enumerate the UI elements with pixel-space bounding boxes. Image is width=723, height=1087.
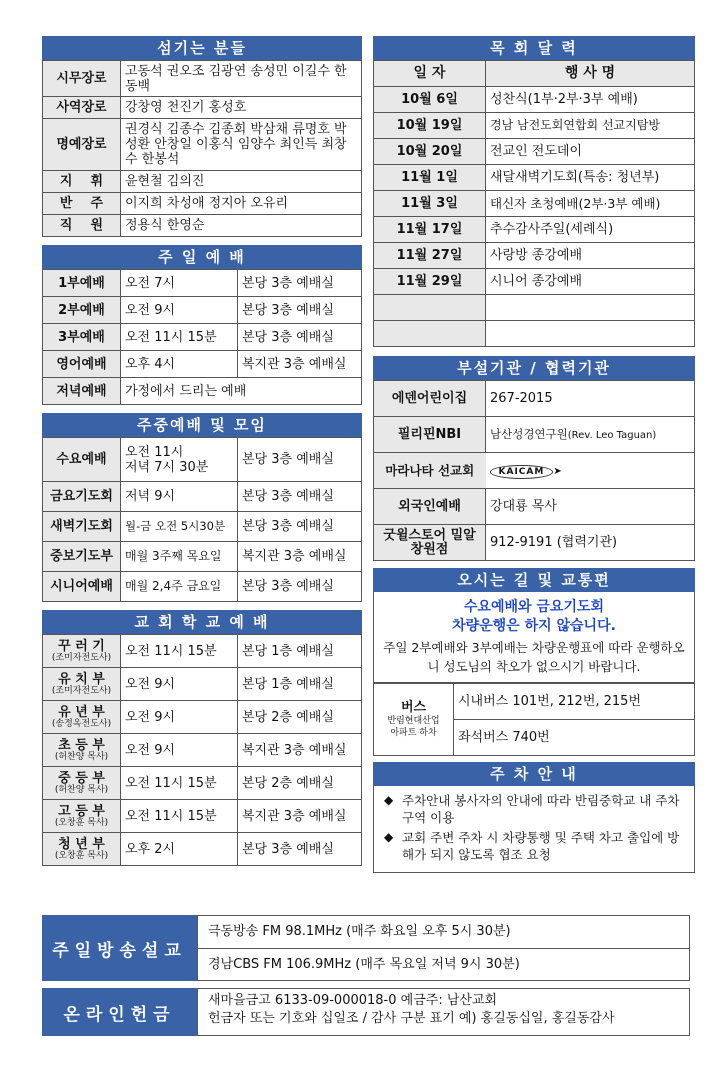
staff-table <box>42 60 362 237</box>
staff-value: 강창영 천진기 홍성호 <box>121 97 362 119</box>
table-row <box>43 324 362 351</box>
service-place: 본당 2층 예배실 <box>238 767 362 800</box>
event-name: 전교인 전도데이 <box>486 139 695 165</box>
table-row <box>374 269 695 295</box>
event-name: 새달새벽기도회(특송: 청년부) <box>486 165 695 191</box>
staff-value: 고동석 권오조 김광연 송성민 이길수 한동백 <box>121 61 362 97</box>
offering-banner <box>42 988 690 1036</box>
table-row <box>374 191 695 217</box>
table-row <box>43 701 362 734</box>
event-name: 경남 남전도회연합회 선교지탐방 <box>486 113 695 139</box>
bus-stop-2: 아파트 하차 <box>390 728 437 738</box>
table-row <box>374 295 695 321</box>
institution-value: 남산성경연구원 <box>490 426 568 441</box>
school-label: 유 치 부 <box>58 671 105 687</box>
staff-header: 섬기는 분들 <box>42 36 362 60</box>
date-column-header: 일 자 <box>374 61 486 87</box>
table-row <box>374 321 695 347</box>
table-row <box>43 512 362 542</box>
service-label: 저녁예배 <box>43 378 121 405</box>
event-date: 10월 19일 <box>374 113 486 139</box>
service-time: 오전 11시 15분 <box>121 635 238 668</box>
service-time: 매월 2,4주 금요일 <box>121 572 238 602</box>
event-name: 사랑방 종강예배 <box>486 243 695 269</box>
service-place: 본당 3층 예배실 <box>238 482 362 512</box>
staff-value: 윤현철 김의진 <box>121 171 362 193</box>
notice-line-2: 차량운행은 하지 않습니다. <box>452 618 616 634</box>
offering-cells <box>197 988 690 1036</box>
table-row <box>43 215 362 237</box>
bus-route-1: 시내버스 101번, 212번, 215번 <box>454 684 695 720</box>
service-label: 새벽기도회 <box>43 512 121 542</box>
bus-stop-1: 반림현대산업 <box>387 716 440 726</box>
offering-line-1: 새마을금고 6133-09-000018-0 예금주: 남산교회 <box>208 993 498 1008</box>
event-name: 추수감사주일(세례식) <box>486 217 695 243</box>
service-place: 본당 2층 예배실 <box>238 701 362 734</box>
bus-label-cell <box>374 684 454 756</box>
school-teacher: (오창훈 목사) <box>54 850 109 861</box>
table-row <box>374 525 695 561</box>
event-column-header: 행 사 명 <box>486 61 695 87</box>
institution-value: 강대룡 목사 <box>486 489 695 525</box>
service-place: 본당 3층 예배실 <box>238 270 362 297</box>
staff-value: 권경식 김종수 김종회 박삼채 류명호 박성환 안창일 이홍식 임양수 최인득 최창수 한봉석 <box>121 119 362 171</box>
service-time: 가정에서 드리는 예배 <box>121 378 362 405</box>
institution-note: (Rev. Leo Taguan) <box>567 429 657 441</box>
service-place: 본당 3층 예배실 <box>238 297 362 324</box>
notice-line-1: 수요예배와 금요기도회 <box>463 599 605 615</box>
staff-label: 지 휘 <box>43 171 121 193</box>
event-name: 시니어 종강예배 <box>486 269 695 295</box>
school-teacher: (조미자전도사) <box>51 685 112 696</box>
service-time: 오후 2시 <box>121 833 238 866</box>
table-row <box>43 635 362 668</box>
institution-name: 굿윌스토어 밀알창원점 <box>374 525 486 561</box>
table-row <box>43 800 362 833</box>
service-label: 1부예배 <box>43 270 121 297</box>
service-place: 본당 3층 예배실 <box>238 324 362 351</box>
event-name <box>486 321 695 347</box>
table-row <box>43 193 362 215</box>
institution-name: 마라나타 선교회 <box>374 453 486 489</box>
sunday-header: 주 일 예 배 <box>42 245 362 269</box>
service-place: 복지관 3층 예배실 <box>238 734 362 767</box>
table-row <box>43 351 362 378</box>
service-place: 복지관 3층 예배실 <box>238 800 362 833</box>
event-name: 태신자 초청예배(2부·3부 예배) <box>486 191 695 217</box>
service-time: 오전 9시 <box>121 297 238 324</box>
school-teacher: (허찬양 목사) <box>54 784 109 795</box>
left-column <box>42 36 362 866</box>
bus-table <box>373 683 695 756</box>
parking-item: ◆ 교회 주변 주차 시 차량통행 및 주택 차고 출입에 방해가 되지 않도록 협조 요청 <box>384 829 684 863</box>
event-date: 11월 27일 <box>374 243 486 269</box>
event-name: 성찬식(1부·2부·3부 예배) <box>486 87 695 113</box>
school-label: 꾸 러 기 <box>58 638 105 654</box>
institution-value: 912-9191 (협력기관) <box>486 525 695 561</box>
table-row <box>374 165 695 191</box>
event-date <box>374 321 486 347</box>
school-label: 유 년 부 <box>58 704 105 720</box>
school-label: 청 년 부 <box>58 836 105 852</box>
table-row <box>374 684 695 720</box>
table-row <box>374 489 695 525</box>
table-row <box>43 171 362 193</box>
table-row <box>43 668 362 701</box>
table-row <box>374 417 695 453</box>
table-row <box>43 482 362 512</box>
service-place: 복지관 3층 예배실 <box>238 351 362 378</box>
table-row <box>374 87 695 113</box>
notice-text: 주일 2부예배와 3부예배는 차량운행표에 따라 운행하오니 성도님의 착오가 없으시기 바랍니다. <box>383 640 685 674</box>
table-row <box>43 297 362 324</box>
school-label: 중 등 부 <box>58 770 105 786</box>
bus-label: 버스 <box>400 700 427 715</box>
service-place: 본당 3층 예배실 <box>238 572 362 602</box>
staff-label: 시무장로 <box>43 61 121 97</box>
calendar-table <box>373 60 695 347</box>
weekday-header: 주중예배 및 모임 <box>42 413 362 437</box>
table-row <box>374 113 695 139</box>
event-date: 11월 3일 <box>374 191 486 217</box>
table-row <box>43 97 362 119</box>
offering-line-2: 헌금자 또는 기호와 십일조 / 감사 구분 표기 예) 홍길동십일, 홍길동감사 <box>208 1011 615 1026</box>
service-place: 본당 3층 예배실 <box>238 833 362 866</box>
school-table <box>42 634 362 866</box>
table-row <box>43 61 362 97</box>
table-row <box>374 453 695 489</box>
table-row <box>43 270 362 297</box>
service-time: 오후 4시 <box>121 351 238 378</box>
table-row <box>43 572 362 602</box>
school-label: 초 등 부 <box>58 737 105 753</box>
service-time: 오전 7시 <box>121 270 238 297</box>
service-label: 2부예배 <box>43 297 121 324</box>
right-column <box>373 36 695 873</box>
table-row <box>374 243 695 269</box>
service-place: 본당 3층 예배실 <box>238 438 362 482</box>
sunday-table <box>42 269 362 405</box>
service-time: 오전 9시 <box>121 668 238 701</box>
staff-label: 명예장로 <box>43 119 121 171</box>
parking-header: 주 차 안 내 <box>373 762 695 786</box>
service-time: 오전 11시 <box>125 444 184 460</box>
service-place: 본당 3층 예배실 <box>238 512 362 542</box>
table-row <box>43 438 362 482</box>
service-place: 복지관 3층 예배실 <box>238 542 362 572</box>
service-time: 월-금 오전 5시30분 <box>121 512 238 542</box>
directions-notice <box>373 592 695 683</box>
school-label: 고 등 부 <box>58 803 105 819</box>
calendar-header: 목 회 달 력 <box>373 36 695 60</box>
broadcast-line-1: 극동방송 FM 98.1MHz (매주 화요일 오후 5시 30분) <box>208 924 511 939</box>
calendar-head-row <box>374 61 695 87</box>
weekday-table <box>42 437 362 602</box>
parking-box <box>373 786 695 873</box>
broadcast-label: 주일방송설교 <box>42 915 197 981</box>
school-teacher: (오창훈 목사) <box>54 817 109 828</box>
event-date: 11월 29일 <box>374 269 486 295</box>
table-row <box>374 217 695 243</box>
school-header: 교 회 학 교 예 배 <box>42 610 362 634</box>
school-teacher: (허찬양 목사) <box>54 751 109 762</box>
table-row <box>374 381 695 417</box>
broadcast-line-2: 경남CBS FM 106.9MHz (매주 목요일 저녁 9시 30분) <box>198 948 689 980</box>
event-date: 10월 6일 <box>374 87 486 113</box>
event-date <box>374 295 486 321</box>
service-time: 저녁 7시 30분 <box>125 459 209 475</box>
service-time: 매월 3주째 목요일 <box>121 542 238 572</box>
parking-item: ◆ 주차안내 봉사자의 안내에 따라 반림중학교 내 주차구역 이용 <box>384 792 684 826</box>
institutions-header: 부설기관 / 협력기관 <box>373 356 695 380</box>
staff-label: 직 원 <box>43 215 121 237</box>
institution-name: 에덴어린이집 <box>374 381 486 417</box>
bus-route-2: 좌석버스 740번 <box>454 720 695 756</box>
broadcast-cells <box>197 915 690 981</box>
broadcast-banner <box>42 915 690 981</box>
school-teacher: (조미자전도사) <box>51 652 112 663</box>
event-date: 11월 1일 <box>374 165 486 191</box>
arrow-icon: ➤ <box>553 465 562 477</box>
service-label: 3부예배 <box>43 324 121 351</box>
event-name <box>486 295 695 321</box>
event-date: 10월 20일 <box>374 139 486 165</box>
service-label: 수요예배 <box>43 438 121 482</box>
table-row <box>43 542 362 572</box>
table-row <box>43 734 362 767</box>
institution-name: 필리핀NBI <box>374 417 486 453</box>
staff-value: 정용식 한영순 <box>121 215 362 237</box>
service-time: 오전 9시 <box>121 701 238 734</box>
staff-label: 사역장로 <box>43 97 121 119</box>
table-row <box>374 139 695 165</box>
service-time: 오전 11시 15분 <box>121 800 238 833</box>
table-row <box>43 378 362 405</box>
staff-value: 이지희 차성애 정지아 오유리 <box>121 193 362 215</box>
institutions-table <box>373 380 695 561</box>
staff-label: 반 주 <box>43 193 121 215</box>
table-row <box>43 767 362 800</box>
directions-header: 오시는 길 및 교통편 <box>373 568 695 592</box>
service-time: 오전 11시 15분 <box>121 324 238 351</box>
service-time: 오전 11시 15분 <box>121 767 238 800</box>
service-label: 중보기도부 <box>43 542 121 572</box>
kaicam-logo: KAICAM <box>490 465 554 479</box>
offering-label: 온라인헌금 <box>42 988 197 1036</box>
service-time: 저녁 9시 <box>121 482 238 512</box>
service-place: 본당 1층 예배실 <box>238 668 362 701</box>
event-date: 11월 17일 <box>374 217 486 243</box>
service-label: 영어예배 <box>43 351 121 378</box>
service-time: 오전 9시 <box>121 734 238 767</box>
table-row <box>43 833 362 866</box>
school-teacher: (송정옥전도사) <box>51 718 112 729</box>
table-row <box>43 119 362 171</box>
service-label: 금요기도회 <box>43 482 121 512</box>
institution-name: 외국인예배 <box>374 489 486 525</box>
service-label: 시니어예배 <box>43 572 121 602</box>
institution-value: 267-2015 <box>486 381 695 417</box>
service-place: 본당 1층 예배실 <box>238 635 362 668</box>
